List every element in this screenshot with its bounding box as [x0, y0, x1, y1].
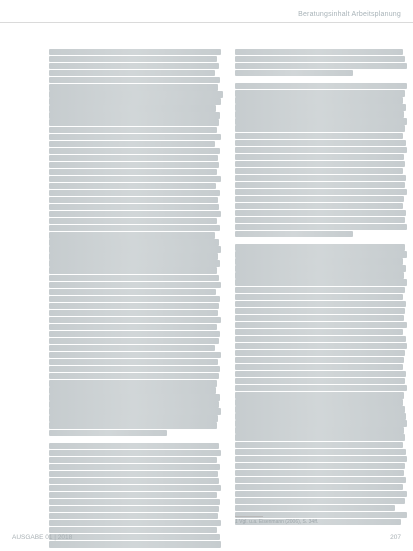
text-line [235, 329, 403, 335]
text-line [235, 491, 407, 497]
page-footer [0, 530, 413, 551]
text-line [49, 401, 219, 407]
text-line [235, 385, 407, 391]
text-line [235, 154, 404, 160]
text-line [235, 399, 403, 405]
running-title: Beratungsinhalt Arbeitsplanung [298, 11, 401, 18]
text-line [235, 434, 405, 440]
text-line [49, 169, 217, 175]
text-line [235, 140, 406, 146]
text-line [49, 520, 221, 526]
text-line [49, 211, 221, 217]
text-line [49, 112, 220, 118]
text-line [49, 457, 217, 463]
footnote-rule [235, 516, 263, 517]
text-line [49, 155, 218, 161]
text-line [235, 70, 353, 76]
text-line [235, 498, 405, 504]
text-line [235, 449, 406, 455]
text-line [49, 443, 219, 449]
text-line [235, 217, 405, 223]
text-line [49, 105, 216, 111]
text-line [49, 253, 218, 259]
text-line [235, 336, 406, 342]
text-line [49, 415, 218, 421]
text-line [49, 148, 220, 154]
text-line [235, 294, 403, 300]
text-line [49, 77, 220, 83]
text-line [49, 430, 167, 436]
text-line [235, 420, 407, 426]
text-line [49, 289, 216, 295]
text-line [235, 258, 403, 264]
text-line [235, 97, 403, 103]
text-line [235, 427, 404, 433]
text-line [49, 119, 219, 125]
footnote: 1 Vgl. u.a. Eisenmann (2006), S. 34ff. [235, 519, 319, 525]
text-line [49, 197, 218, 203]
paragraph [235, 244, 411, 525]
text-line [49, 162, 219, 168]
text-line [235, 378, 405, 384]
text-line [235, 251, 407, 257]
footer-issue: AUSGABE 01 | 2018 [12, 534, 73, 541]
text-line [235, 63, 407, 69]
text-line [235, 111, 404, 117]
text-line [235, 413, 406, 419]
text-line [49, 49, 221, 55]
text-line [235, 484, 403, 490]
text-line [235, 463, 405, 469]
text-line [49, 317, 221, 323]
text-line [235, 287, 405, 293]
text-line [235, 442, 403, 448]
text-line [235, 392, 404, 398]
text-line [49, 176, 221, 182]
text-line [49, 492, 217, 498]
header-rule [0, 22, 413, 23]
text-line [235, 224, 407, 230]
text-line [49, 373, 219, 379]
text-line [49, 359, 218, 365]
text-line [49, 366, 220, 372]
text-line [49, 70, 215, 76]
text-line [235, 322, 407, 328]
text-line [49, 98, 221, 104]
page-header [0, 0, 413, 27]
text-line [49, 513, 218, 519]
page-number: 207 [390, 534, 401, 541]
text-line [235, 231, 353, 237]
text-line [49, 380, 217, 386]
text-line [49, 331, 220, 337]
text-line [49, 464, 220, 470]
text-line [235, 477, 406, 483]
text-line [49, 183, 216, 189]
text-line [235, 272, 404, 278]
text-line [235, 189, 407, 195]
text-line [235, 118, 407, 124]
text-line [49, 225, 220, 231]
text-line [49, 485, 221, 491]
text-line [235, 364, 403, 370]
text-line [49, 499, 220, 505]
text-line [49, 239, 219, 245]
text-line [235, 49, 403, 55]
text-line [235, 301, 406, 307]
text-line [235, 90, 405, 96]
text-line [49, 345, 215, 351]
text-line [49, 408, 221, 414]
text-line [49, 204, 219, 210]
text-line [49, 91, 223, 97]
left-text-column [49, 49, 225, 548]
text-line [235, 196, 404, 202]
text-line [235, 470, 404, 476]
text-line [235, 56, 405, 62]
text-line [49, 134, 221, 140]
text-line [49, 56, 217, 62]
text-line [235, 104, 406, 110]
text-line [49, 303, 219, 309]
text-line [49, 267, 217, 273]
text-line [235, 244, 405, 250]
text-line [49, 310, 218, 316]
text-line [235, 343, 407, 349]
text-line [49, 141, 215, 147]
text-line [49, 338, 219, 344]
text-line [49, 450, 221, 456]
text-line [235, 350, 405, 356]
text-line [235, 161, 405, 167]
text-line [49, 232, 215, 238]
text-line [49, 246, 221, 252]
text-line [235, 456, 407, 462]
right-text-column [235, 49, 411, 526]
text-line [49, 296, 220, 302]
text-line [49, 478, 219, 484]
text-line [235, 371, 406, 377]
text-line [235, 203, 403, 209]
paragraph [49, 49, 225, 436]
text-line [235, 315, 404, 321]
text-line [49, 260, 220, 266]
text-line [49, 506, 219, 512]
text-line [49, 352, 221, 358]
text-line [49, 275, 219, 281]
text-line [235, 125, 405, 131]
text-line [235, 279, 407, 285]
text-line [235, 308, 405, 314]
text-line [235, 265, 406, 271]
paragraph [235, 49, 411, 76]
text-line [49, 422, 217, 428]
text-line [235, 168, 403, 174]
text-line [235, 175, 406, 181]
text-line [235, 505, 395, 511]
text-line [235, 406, 405, 412]
text-line [235, 182, 405, 188]
text-line [49, 84, 218, 90]
text-line [235, 133, 403, 139]
paragraph [235, 83, 411, 237]
text-line [235, 83, 407, 89]
text-line [49, 190, 220, 196]
text-line [235, 357, 404, 363]
text-line [49, 218, 217, 224]
text-line [49, 394, 220, 400]
text-line [49, 324, 217, 330]
text-line [49, 471, 218, 477]
text-line [235, 210, 406, 216]
text-line [49, 63, 219, 69]
text-line [235, 147, 407, 153]
text-line [49, 127, 217, 133]
text-line [49, 387, 216, 393]
text-line [49, 282, 221, 288]
